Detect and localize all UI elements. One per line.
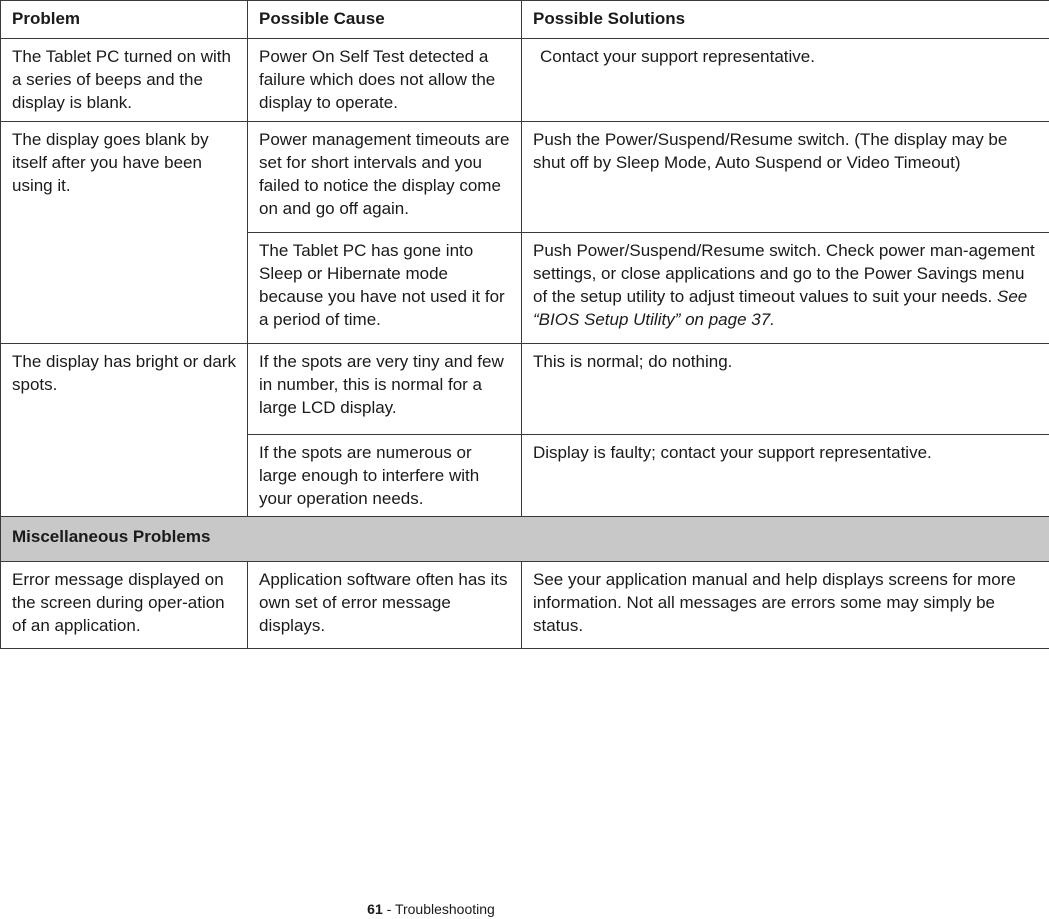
- solution-cell: Push the Power/Suspend/Resume switch. (The display may be shut off by Sleep Mode, Auto Suspend or Video Timeout): [522, 122, 1049, 233]
- footer-section-title: Troubleshooting: [394, 901, 495, 917]
- solution-cell: [522, 233, 1049, 344]
- section-header-row: [1, 517, 1049, 562]
- page-footer: [0, 900, 862, 918]
- header-possible-solutions: Possible Solutions: [522, 1, 1049, 39]
- cause-cell: Power management timeouts are set for short intervals and you failed to notice the display come on and go off again.: [248, 122, 522, 233]
- table-row: [1, 39, 1049, 122]
- solution-cell: This is normal; do nothing.: [522, 344, 1049, 435]
- cause-cell: If the spots are very tiny and few in number, this is normal for a large LCD display.: [248, 344, 522, 435]
- cause-cell: If the spots are numerous or large enough to interfere with your operation needs.: [248, 435, 522, 517]
- problem-cell: Error message displayed on the screen during oper-ation of an application.: [1, 562, 248, 649]
- table-header-row: [1, 1, 1049, 39]
- section-title: Miscellaneous Problems: [1, 517, 1049, 562]
- problem-cell: The display has bright or dark spots.: [1, 344, 248, 517]
- cause-cell: Application software often has its own set of error message displays.: [248, 562, 522, 649]
- solution-cell: See your application manual and help displays screens for more information. Not all messages are errors some may simply be status.: [522, 562, 1049, 649]
- solution-cell: Display is faulty; contact your support representative.: [522, 435, 1049, 517]
- page-number: 61: [367, 901, 383, 917]
- table-row: [1, 122, 1049, 233]
- problem-cell: The display goes blank by itself after you have been using it.: [1, 122, 248, 344]
- problem-cell: The Tablet PC turned on with a series of beeps and the display is blank.: [1, 39, 248, 122]
- solution-text: Push Power/Suspend/Resume switch. Check power man-agement settings, or close applications and go to the Power Savings menu of the setup utility to adjust timeout values to suit your needs.: [533, 241, 1035, 306]
- footer-separator: -: [382, 901, 395, 917]
- bios-setup-reference-link[interactable]: See “BIOS Setup Utility” on page 37.: [533, 287, 1028, 329]
- header-problem: Problem: [1, 1, 248, 39]
- header-possible-cause: Possible Cause: [248, 1, 522, 39]
- table-row: [1, 344, 1049, 435]
- cause-cell: Power On Self Test detected a failure which does not allow the display to operate.: [248, 39, 522, 122]
- cause-cell: The Tablet PC has gone into Sleep or Hibernate mode because you have not used it for a period of time.: [248, 233, 522, 344]
- table-row: [1, 562, 1049, 649]
- solution-cell: Contact your support representative.: [522, 39, 1049, 122]
